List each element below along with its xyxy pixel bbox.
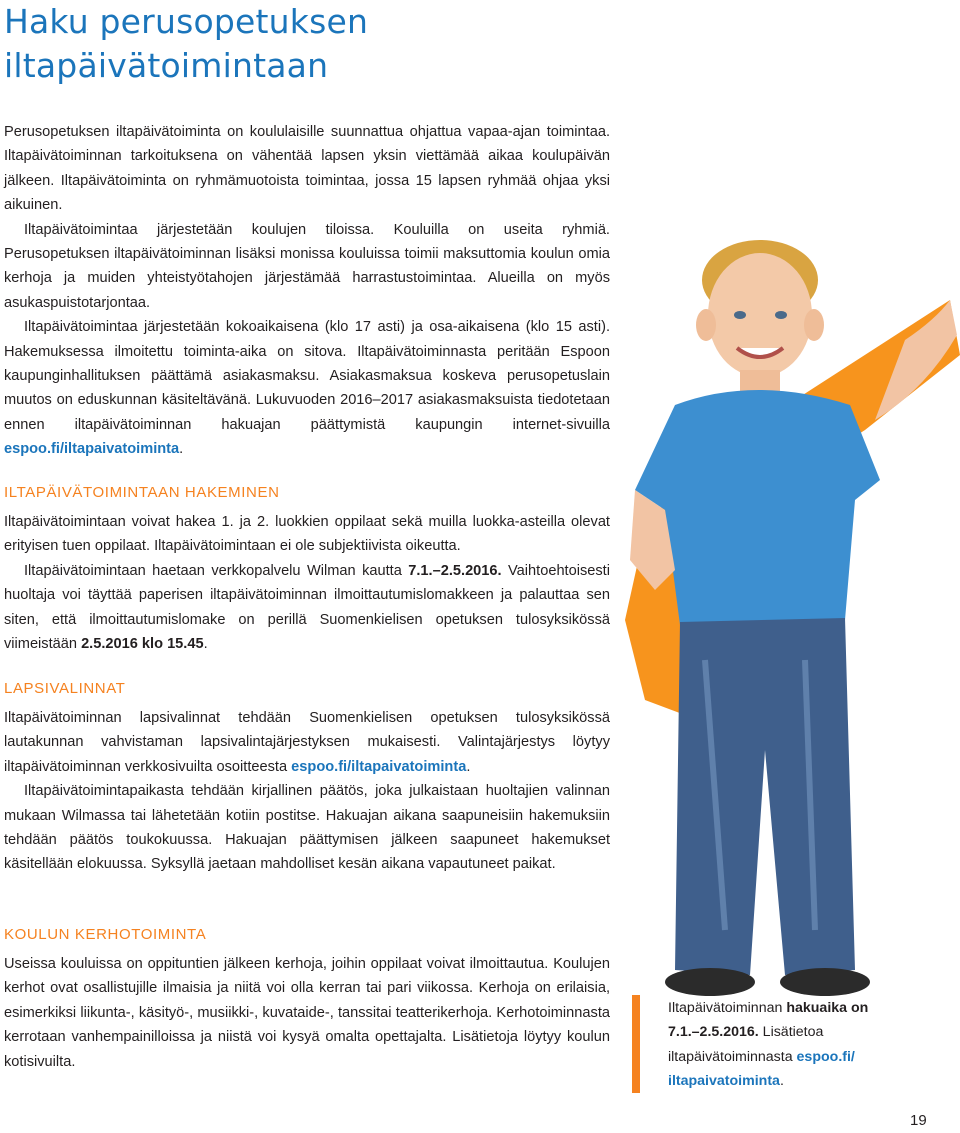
- kerhotoiminta-section: [4, 952, 610, 1074]
- hakeminen-paragraph-1: Iltapäivätoimintaan voivat hakea 1. ja 2. luokkien oppilaat sekä muilla luokka-asteilla olevat erityisen tuen oppilaat. Iltapäivätoimintaan ei ole subjektiivista oikeutta.: [4, 514, 610, 555]
- kerhotoiminta-paragraph: Useissa kouluissa on oppituntien jälkeen kerhoja, joihin oppilaat voivat ilmoittautua. Koulujen kerhot ovat osallistujille ilmaisia ja niitä voi olla kerran tai pari viikossa. Kerhoja on erilaisia, esimerkiksi liikunta-, käsityö-, musiikki-, kuvataide-, tanssitai teatterikerhoja. Kerhotoiminnasta kerrotaan vanhempainilloissa ja niistä voi kysyä omalta opettajalta. Lisätietoja löytyy koulun kotisivuilta.: [4, 956, 610, 1070]
- lapsivalinnat-paragraph-1-text: Iltapäivätoiminnan lapsivalinnat tehdään Suomenkielisen opetuksen tulosyksikössä lautakunnan vahvistaman lapsivalintajärjestyksen mukaisesti. Valintajärjestys löytyy iltapäivätoiminnan verkkosivuilta osoitteesta: [4, 710, 610, 775]
- page-number: 19: [910, 1112, 927, 1129]
- lapsivalinnat-paragraph-2: Iltapäivätoimintapaikasta tehdään kirjallinen päätös, joka julkaistaan huoltajien valinnan mukaan Wilmassa tai lähetetään kotiin postitse. Hakuajan aikana saapuneisiin hakemuksiin tehdään päätös toukokuussa. Hakuajan päättymisen jälkeen saapuneet hakemukset käsitellään elokuussa. Syksyllä jaetaan mahdolliset kesän aikana vapautuneet paikat.: [4, 783, 610, 873]
- hakeminen-section: [4, 510, 610, 656]
- hakeminen-heading: ILTAPÄIVÄTOIMINTAAN HAKEMINEN: [4, 484, 280, 501]
- hakuaika-dates: 7.1.–2.5.2016.: [408, 562, 502, 579]
- intro-paragraph-2: Iltapäivätoimintaa järjestetään koulujen tiloissa. Kouluilla on useita ryhmiä. Perusopetuksen iltapäivätoiminnan lisäksi monissa kouluissa toimii maksuttomia koulun omia kerhoja ja muiden yhteistyötahojen järjestämää harrastustoimintaa. Alueilla on myös asukaspuistotarjontaa.: [4, 221, 610, 311]
- sidebar-hakuaika-label: hakuaika on: [786, 1000, 869, 1016]
- title-line-1: Haku perusopetuksen: [4, 2, 369, 41]
- lapsivalinnat-paragraph-1: [4, 706, 610, 779]
- intro-section: [4, 120, 610, 462]
- lapsivalinnat-paragraph-1-end: .: [466, 758, 471, 775]
- hakeminen-paragraph-2: [4, 559, 610, 657]
- title-line-2: iltapäivätoimintaan: [4, 46, 329, 85]
- iltapaivatoiminta-link[interactable]: espoo.fi/iltapaivatoiminta: [4, 441, 180, 458]
- sidebar-accent-bar: [632, 995, 640, 1093]
- lapsivalinnat-section: [4, 706, 610, 877]
- boy-holding-letter-photo: [605, 230, 960, 1000]
- sidebar-info-box: [668, 996, 928, 1094]
- hakeminen-paragraph-2-text: Iltapäivätoimintaan haetaan verkkopalvelu Wilman kautta: [24, 562, 409, 579]
- deadline-datetime: 2.5.2016 klo 15.45: [81, 636, 204, 653]
- sidebar-text-2: Lisätietoa iltapäivätoiminnasta: [668, 1024, 824, 1065]
- sidebar-end: .: [779, 1073, 784, 1090]
- valintajarjestys-link[interactable]: espoo.fi/iltapaivatoiminta: [291, 758, 467, 775]
- lapsivalinnat-heading: LAPSIVALINNAT: [4, 680, 126, 697]
- hakeminen-paragraph-2-end: .: [203, 636, 208, 653]
- page-title: [4, 0, 368, 88]
- intro-paragraph-1: Perusopetuksen iltapäivätoiminta on koululaisille suunnattua ohjattua vapaa-ajan toimintaa. Iltapäivätoiminnan tarkoituksena on vähentää lapsen yksin viettämää aikaa koulupäivän jälkeen. Iltapäivätoiminta on ryhmämuotoista toimintaa, jossa 15 lapsen ryhmää ohjaa yksi aikuinen.: [4, 124, 610, 214]
- hakeminen-paragraph-2-cont: Vaihtoehtoisesti huoltaja voi täyttää paperisen iltapäivätoiminnan ilmoittautumislomakkeen ja palauttaa sen siten, että ilmoittautumislomake on perillä Suomenkielisen opetuksen tulosyksikössä viimeistään: [4, 562, 610, 653]
- sidebar-text-1: Iltapäivätoiminnan: [668, 1000, 787, 1016]
- sidebar-hakuaika-dates: 7.1.–2.5.2016.: [668, 1024, 759, 1041]
- intro-paragraph-3-end: .: [179, 441, 184, 458]
- kerhotoiminta-heading: KOULUN KERHOTOIMINTA: [4, 926, 207, 943]
- intro-paragraph-3: [4, 315, 610, 461]
- intro-paragraph-3-text: Iltapäivätoimintaa järjestetään kokoaikaisena (klo 17 asti) ja osa-aikaisena (klo 15 asti). Hakemuksessa ilmoitettu toiminta-aika on sitova. Iltapäivätoiminnasta peritään Espoon kaupunginhallituksen päättämä asiakasmaksu. Asiakasmaksua koskeva perusopetuslain muutos on eduskunnan käsiteltävänä. Lukuvuoden 2016–2017 asiakasmaksuista tiedotetaan ennen iltapäivätoiminnan hakuajan päättymistä kaupungin internet-sivuilla: [4, 319, 610, 433]
- sidebar-link[interactable]: espoo.fi/ iltapaivatoiminta: [668, 1048, 855, 1090]
